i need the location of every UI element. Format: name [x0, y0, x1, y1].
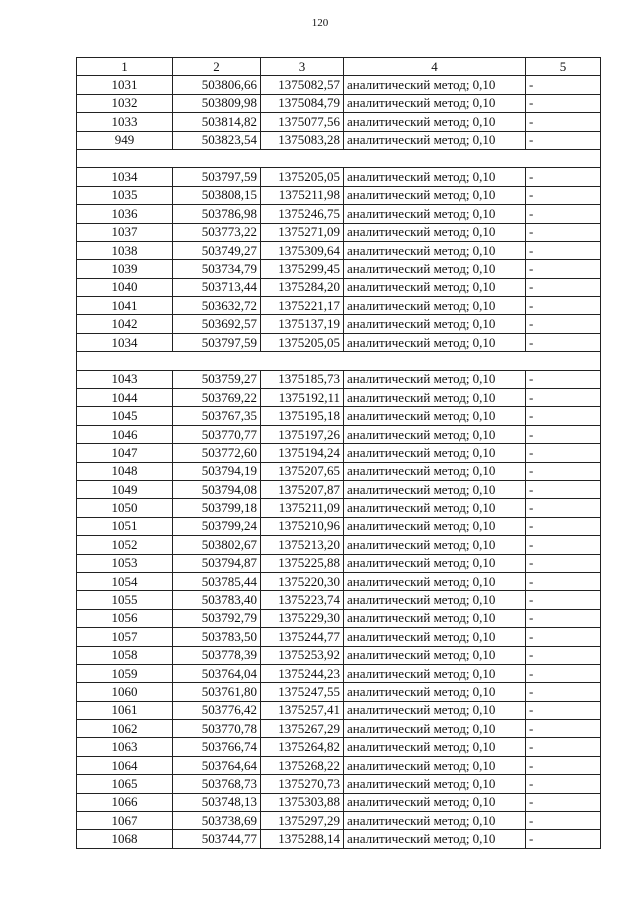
x-coordinate-cell: 503776,42 [173, 701, 261, 719]
table-row [77, 205, 601, 223]
table-row [77, 407, 601, 425]
method-accuracy-cell: аналитический метод; 0,10 [344, 720, 526, 738]
table-row [77, 572, 601, 590]
y-coordinate-cell: 1375309,64 [261, 241, 344, 259]
method-accuracy-cell: аналитический метод; 0,10 [344, 646, 526, 664]
method-accuracy-cell: аналитический метод; 0,10 [344, 131, 526, 149]
point-number-cell: 1059 [77, 664, 173, 682]
y-coordinate-cell: 1375194,24 [261, 444, 344, 462]
method-accuracy-cell: аналитический метод; 0,10 [344, 407, 526, 425]
point-number-cell: 1054 [77, 572, 173, 590]
method-accuracy-cell: аналитический метод; 0,10 [344, 609, 526, 627]
point-number-cell: 1052 [77, 536, 173, 554]
method-accuracy-cell: аналитический метод; 0,10 [344, 168, 526, 186]
table-row [77, 646, 601, 664]
method-accuracy-cell: аналитический метод; 0,10 [344, 76, 526, 94]
note-cell: - [526, 278, 601, 296]
x-coordinate-cell: 503799,18 [173, 499, 261, 517]
method-accuracy-cell: аналитический метод; 0,10 [344, 628, 526, 646]
method-accuracy-cell: аналитический метод; 0,10 [344, 756, 526, 774]
x-coordinate-cell: 503744,77 [173, 830, 261, 848]
point-number-cell: 1034 [77, 333, 173, 351]
y-coordinate-cell: 1375257,41 [261, 701, 344, 719]
table-row [77, 315, 601, 333]
method-accuracy-cell: аналитический метод; 0,10 [344, 664, 526, 682]
table-row [77, 260, 601, 278]
separator-cell [77, 352, 601, 370]
table-row [77, 131, 601, 149]
note-cell: - [526, 572, 601, 590]
method-accuracy-cell: аналитический метод; 0,10 [344, 444, 526, 462]
method-accuracy-cell: аналитический метод; 0,10 [344, 278, 526, 296]
x-coordinate-cell: 503823,54 [173, 131, 261, 149]
table-row [77, 830, 601, 848]
point-number-cell: 1068 [77, 830, 173, 848]
note-cell: - [526, 425, 601, 443]
x-coordinate-cell: 503770,77 [173, 425, 261, 443]
y-coordinate-cell: 1375268,22 [261, 756, 344, 774]
method-accuracy-cell: аналитический метод; 0,10 [344, 536, 526, 554]
method-accuracy-cell: аналитический метод; 0,10 [344, 738, 526, 756]
x-coordinate-cell: 503809,98 [173, 94, 261, 112]
method-accuracy-cell: аналитический метод; 0,10 [344, 389, 526, 407]
point-number-cell: 1038 [77, 241, 173, 259]
header-col-3: 3 [261, 58, 344, 76]
x-coordinate-cell: 503764,64 [173, 756, 261, 774]
table-row [77, 609, 601, 627]
point-number-cell: 1043 [77, 370, 173, 388]
x-coordinate-cell: 503806,66 [173, 76, 261, 94]
y-coordinate-cell: 1375253,92 [261, 646, 344, 664]
y-coordinate-cell: 1375271,09 [261, 223, 344, 241]
note-cell: - [526, 260, 601, 278]
table-row [77, 591, 601, 609]
note-cell: - [526, 812, 601, 830]
y-coordinate-cell: 1375264,82 [261, 738, 344, 756]
x-coordinate-cell: 503749,27 [173, 241, 261, 259]
y-coordinate-cell: 1375299,45 [261, 260, 344, 278]
x-coordinate-cell: 503794,87 [173, 554, 261, 572]
point-number-cell: 1057 [77, 628, 173, 646]
point-number-cell: 1049 [77, 480, 173, 498]
method-accuracy-cell: аналитический метод; 0,10 [344, 480, 526, 498]
table-row [77, 664, 601, 682]
table-row [77, 499, 601, 517]
note-cell: - [526, 370, 601, 388]
note-cell: - [526, 462, 601, 480]
method-accuracy-cell: аналитический метод; 0,10 [344, 683, 526, 701]
method-accuracy-cell: аналитический метод; 0,10 [344, 94, 526, 112]
x-coordinate-cell: 503738,69 [173, 812, 261, 830]
point-number-cell: 1039 [77, 260, 173, 278]
note-cell: - [526, 628, 601, 646]
header-col-4: 4 [344, 58, 526, 76]
y-coordinate-cell: 1375229,30 [261, 609, 344, 627]
table-row [77, 720, 601, 738]
table-row [77, 444, 601, 462]
x-coordinate-cell: 503748,13 [173, 793, 261, 811]
note-cell: - [526, 756, 601, 774]
point-number-cell: 1048 [77, 462, 173, 480]
y-coordinate-cell: 1375082,57 [261, 76, 344, 94]
y-coordinate-cell: 1375270,73 [261, 775, 344, 793]
y-coordinate-cell: 1375247,55 [261, 683, 344, 701]
point-number-cell: 1047 [77, 444, 173, 462]
point-number-cell: 1056 [77, 609, 173, 627]
x-coordinate-cell: 503792,79 [173, 609, 261, 627]
note-cell: - [526, 609, 601, 627]
y-coordinate-cell: 1375205,05 [261, 333, 344, 351]
note-cell: - [526, 168, 601, 186]
y-coordinate-cell: 1375210,96 [261, 517, 344, 535]
note-cell: - [526, 94, 601, 112]
method-accuracy-cell: аналитический метод; 0,10 [344, 297, 526, 315]
x-coordinate-cell: 503797,59 [173, 168, 261, 186]
x-coordinate-cell: 503778,39 [173, 646, 261, 664]
x-coordinate-cell: 503794,08 [173, 480, 261, 498]
point-number-cell: 1041 [77, 297, 173, 315]
method-accuracy-cell: аналитический метод; 0,10 [344, 812, 526, 830]
table-row [77, 94, 601, 112]
separator-cell [77, 149, 601, 167]
y-coordinate-cell: 1375244,23 [261, 664, 344, 682]
point-number-cell: 1044 [77, 389, 173, 407]
header-col-2: 2 [173, 58, 261, 76]
table-row [77, 113, 601, 131]
y-coordinate-cell: 1375288,14 [261, 830, 344, 848]
method-accuracy-cell: аналитический метод; 0,10 [344, 241, 526, 259]
note-cell: - [526, 830, 601, 848]
x-coordinate-cell: 503783,40 [173, 591, 261, 609]
point-number-cell: 1031 [77, 76, 173, 94]
note-cell: - [526, 131, 601, 149]
y-coordinate-cell: 1375220,30 [261, 572, 344, 590]
point-number-cell: 1034 [77, 168, 173, 186]
point-number-cell: 1063 [77, 738, 173, 756]
table-row [77, 738, 601, 756]
x-coordinate-cell: 503797,59 [173, 333, 261, 351]
x-coordinate-cell: 503785,44 [173, 572, 261, 590]
coordinates-table [76, 57, 601, 849]
note-cell: - [526, 683, 601, 701]
x-coordinate-cell: 503770,78 [173, 720, 261, 738]
x-coordinate-cell: 503766,74 [173, 738, 261, 756]
point-number-cell: 1032 [77, 94, 173, 112]
point-number-cell: 1060 [77, 683, 173, 701]
x-coordinate-cell: 503768,73 [173, 775, 261, 793]
x-coordinate-cell: 503764,04 [173, 664, 261, 682]
x-coordinate-cell: 503713,44 [173, 278, 261, 296]
note-cell: - [526, 113, 601, 131]
table-row [77, 76, 601, 94]
table-row [77, 536, 601, 554]
x-coordinate-cell: 503759,27 [173, 370, 261, 388]
table-row [77, 297, 601, 315]
method-accuracy-cell: аналитический метод; 0,10 [344, 775, 526, 793]
y-coordinate-cell: 1375197,26 [261, 425, 344, 443]
y-coordinate-cell: 1375246,75 [261, 205, 344, 223]
point-number-cell: 1037 [77, 223, 173, 241]
method-accuracy-cell: аналитический метод; 0,10 [344, 260, 526, 278]
point-number-cell: 1067 [77, 812, 173, 830]
point-number-cell: 1042 [77, 315, 173, 333]
y-coordinate-cell: 1375137,19 [261, 315, 344, 333]
table-row [77, 241, 601, 259]
note-cell: - [526, 499, 601, 517]
point-number-cell: 1065 [77, 775, 173, 793]
note-cell: - [526, 536, 601, 554]
point-number-cell: 1045 [77, 407, 173, 425]
x-coordinate-cell: 503783,50 [173, 628, 261, 646]
method-accuracy-cell: аналитический метод; 0,10 [344, 554, 526, 572]
table-row [77, 223, 601, 241]
note-cell: - [526, 517, 601, 535]
note-cell: - [526, 664, 601, 682]
header-col-5: 5 [526, 58, 601, 76]
y-coordinate-cell: 1375221,17 [261, 297, 344, 315]
contour-separator-row [77, 352, 601, 370]
method-accuracy-cell: аналитический метод; 0,10 [344, 793, 526, 811]
note-cell: - [526, 444, 601, 462]
note-cell: - [526, 407, 601, 425]
table-row [77, 462, 601, 480]
note-cell: - [526, 554, 601, 572]
method-accuracy-cell: аналитический метод; 0,10 [344, 499, 526, 517]
x-coordinate-cell: 503794,19 [173, 462, 261, 480]
y-coordinate-cell: 1375284,20 [261, 278, 344, 296]
method-accuracy-cell: аналитический метод; 0,10 [344, 315, 526, 333]
y-coordinate-cell: 1375192,11 [261, 389, 344, 407]
table-row [77, 683, 601, 701]
point-number-cell: 1033 [77, 113, 173, 131]
point-number-cell: 1035 [77, 186, 173, 204]
note-cell: - [526, 389, 601, 407]
method-accuracy-cell: аналитический метод; 0,10 [344, 113, 526, 131]
page-number: 120 [311, 17, 329, 29]
y-coordinate-cell: 1375211,98 [261, 186, 344, 204]
table-row [77, 628, 601, 646]
note-cell: - [526, 333, 601, 351]
note-cell: - [526, 720, 601, 738]
table-row [77, 425, 601, 443]
x-coordinate-cell: 503761,80 [173, 683, 261, 701]
point-number-cell: 1050 [77, 499, 173, 517]
header-row [77, 58, 601, 76]
point-number-cell: 1058 [77, 646, 173, 664]
header-col-1: 1 [77, 58, 173, 76]
x-coordinate-cell: 503734,79 [173, 260, 261, 278]
table-row [77, 389, 601, 407]
y-coordinate-cell: 1375205,05 [261, 168, 344, 186]
y-coordinate-cell: 1375084,79 [261, 94, 344, 112]
table-header [77, 58, 601, 76]
note-cell: - [526, 701, 601, 719]
point-number-cell: 1062 [77, 720, 173, 738]
point-number-cell: 1061 [77, 701, 173, 719]
x-coordinate-cell: 503814,82 [173, 113, 261, 131]
note-cell: - [526, 205, 601, 223]
method-accuracy-cell: аналитический метод; 0,10 [344, 333, 526, 351]
x-coordinate-cell: 503767,35 [173, 407, 261, 425]
y-coordinate-cell: 1375207,65 [261, 462, 344, 480]
x-coordinate-cell: 503769,22 [173, 389, 261, 407]
y-coordinate-cell: 1375267,29 [261, 720, 344, 738]
point-number-cell: 1046 [77, 425, 173, 443]
x-coordinate-cell: 503772,60 [173, 444, 261, 462]
method-accuracy-cell: аналитический метод; 0,10 [344, 425, 526, 443]
method-accuracy-cell: аналитический метод; 0,10 [344, 572, 526, 590]
point-number-cell: 1036 [77, 205, 173, 223]
x-coordinate-cell: 503802,67 [173, 536, 261, 554]
table-row [77, 756, 601, 774]
point-number-cell: 1053 [77, 554, 173, 572]
method-accuracy-cell: аналитический метод; 0,10 [344, 186, 526, 204]
note-cell: - [526, 775, 601, 793]
method-accuracy-cell: аналитический метод; 0,10 [344, 205, 526, 223]
y-coordinate-cell: 1375225,88 [261, 554, 344, 572]
contour-separator-row [77, 149, 601, 167]
table-row [77, 554, 601, 572]
method-accuracy-cell: аналитический метод; 0,10 [344, 517, 526, 535]
table-row [77, 168, 601, 186]
note-cell: - [526, 480, 601, 498]
y-coordinate-cell: 1375303,88 [261, 793, 344, 811]
point-number-cell: 1064 [77, 756, 173, 774]
y-coordinate-cell: 1375213,20 [261, 536, 344, 554]
note-cell: - [526, 241, 601, 259]
y-coordinate-cell: 1375185,73 [261, 370, 344, 388]
point-number-cell: 1055 [77, 591, 173, 609]
table-row [77, 701, 601, 719]
y-coordinate-cell: 1375223,74 [261, 591, 344, 609]
table-row [77, 793, 601, 811]
point-number-cell: 1040 [77, 278, 173, 296]
point-number-cell: 1066 [77, 793, 173, 811]
table-row [77, 517, 601, 535]
note-cell: - [526, 738, 601, 756]
table-row [77, 812, 601, 830]
y-coordinate-cell: 1375211,09 [261, 499, 344, 517]
method-accuracy-cell: аналитический метод; 0,10 [344, 223, 526, 241]
point-number-cell: 1051 [77, 517, 173, 535]
y-coordinate-cell: 1375297,29 [261, 812, 344, 830]
y-coordinate-cell: 1375083,28 [261, 131, 344, 149]
note-cell: - [526, 315, 601, 333]
y-coordinate-cell: 1375077,56 [261, 113, 344, 131]
x-coordinate-cell: 503773,22 [173, 223, 261, 241]
x-coordinate-cell: 503799,24 [173, 517, 261, 535]
note-cell: - [526, 223, 601, 241]
table-body [77, 76, 601, 848]
table-row [77, 333, 601, 351]
method-accuracy-cell: аналитический метод; 0,10 [344, 701, 526, 719]
y-coordinate-cell: 1375207,87 [261, 480, 344, 498]
method-accuracy-cell: аналитический метод; 0,10 [344, 370, 526, 388]
point-number-cell: 949 [77, 131, 173, 149]
table-row [77, 775, 601, 793]
note-cell: - [526, 591, 601, 609]
y-coordinate-cell: 1375195,18 [261, 407, 344, 425]
x-coordinate-cell: 503692,57 [173, 315, 261, 333]
table-row [77, 278, 601, 296]
note-cell: - [526, 297, 601, 315]
method-accuracy-cell: аналитический метод; 0,10 [344, 462, 526, 480]
note-cell: - [526, 646, 601, 664]
table-row [77, 186, 601, 204]
note-cell: - [526, 186, 601, 204]
note-cell: - [526, 793, 601, 811]
table-row [77, 480, 601, 498]
x-coordinate-cell: 503808,15 [173, 186, 261, 204]
table-row [77, 370, 601, 388]
method-accuracy-cell: аналитический метод; 0,10 [344, 830, 526, 848]
y-coordinate-cell: 1375244,77 [261, 628, 344, 646]
x-coordinate-cell: 503632,72 [173, 297, 261, 315]
x-coordinate-cell: 503786,98 [173, 205, 261, 223]
method-accuracy-cell: аналитический метод; 0,10 [344, 591, 526, 609]
note-cell: - [526, 76, 601, 94]
